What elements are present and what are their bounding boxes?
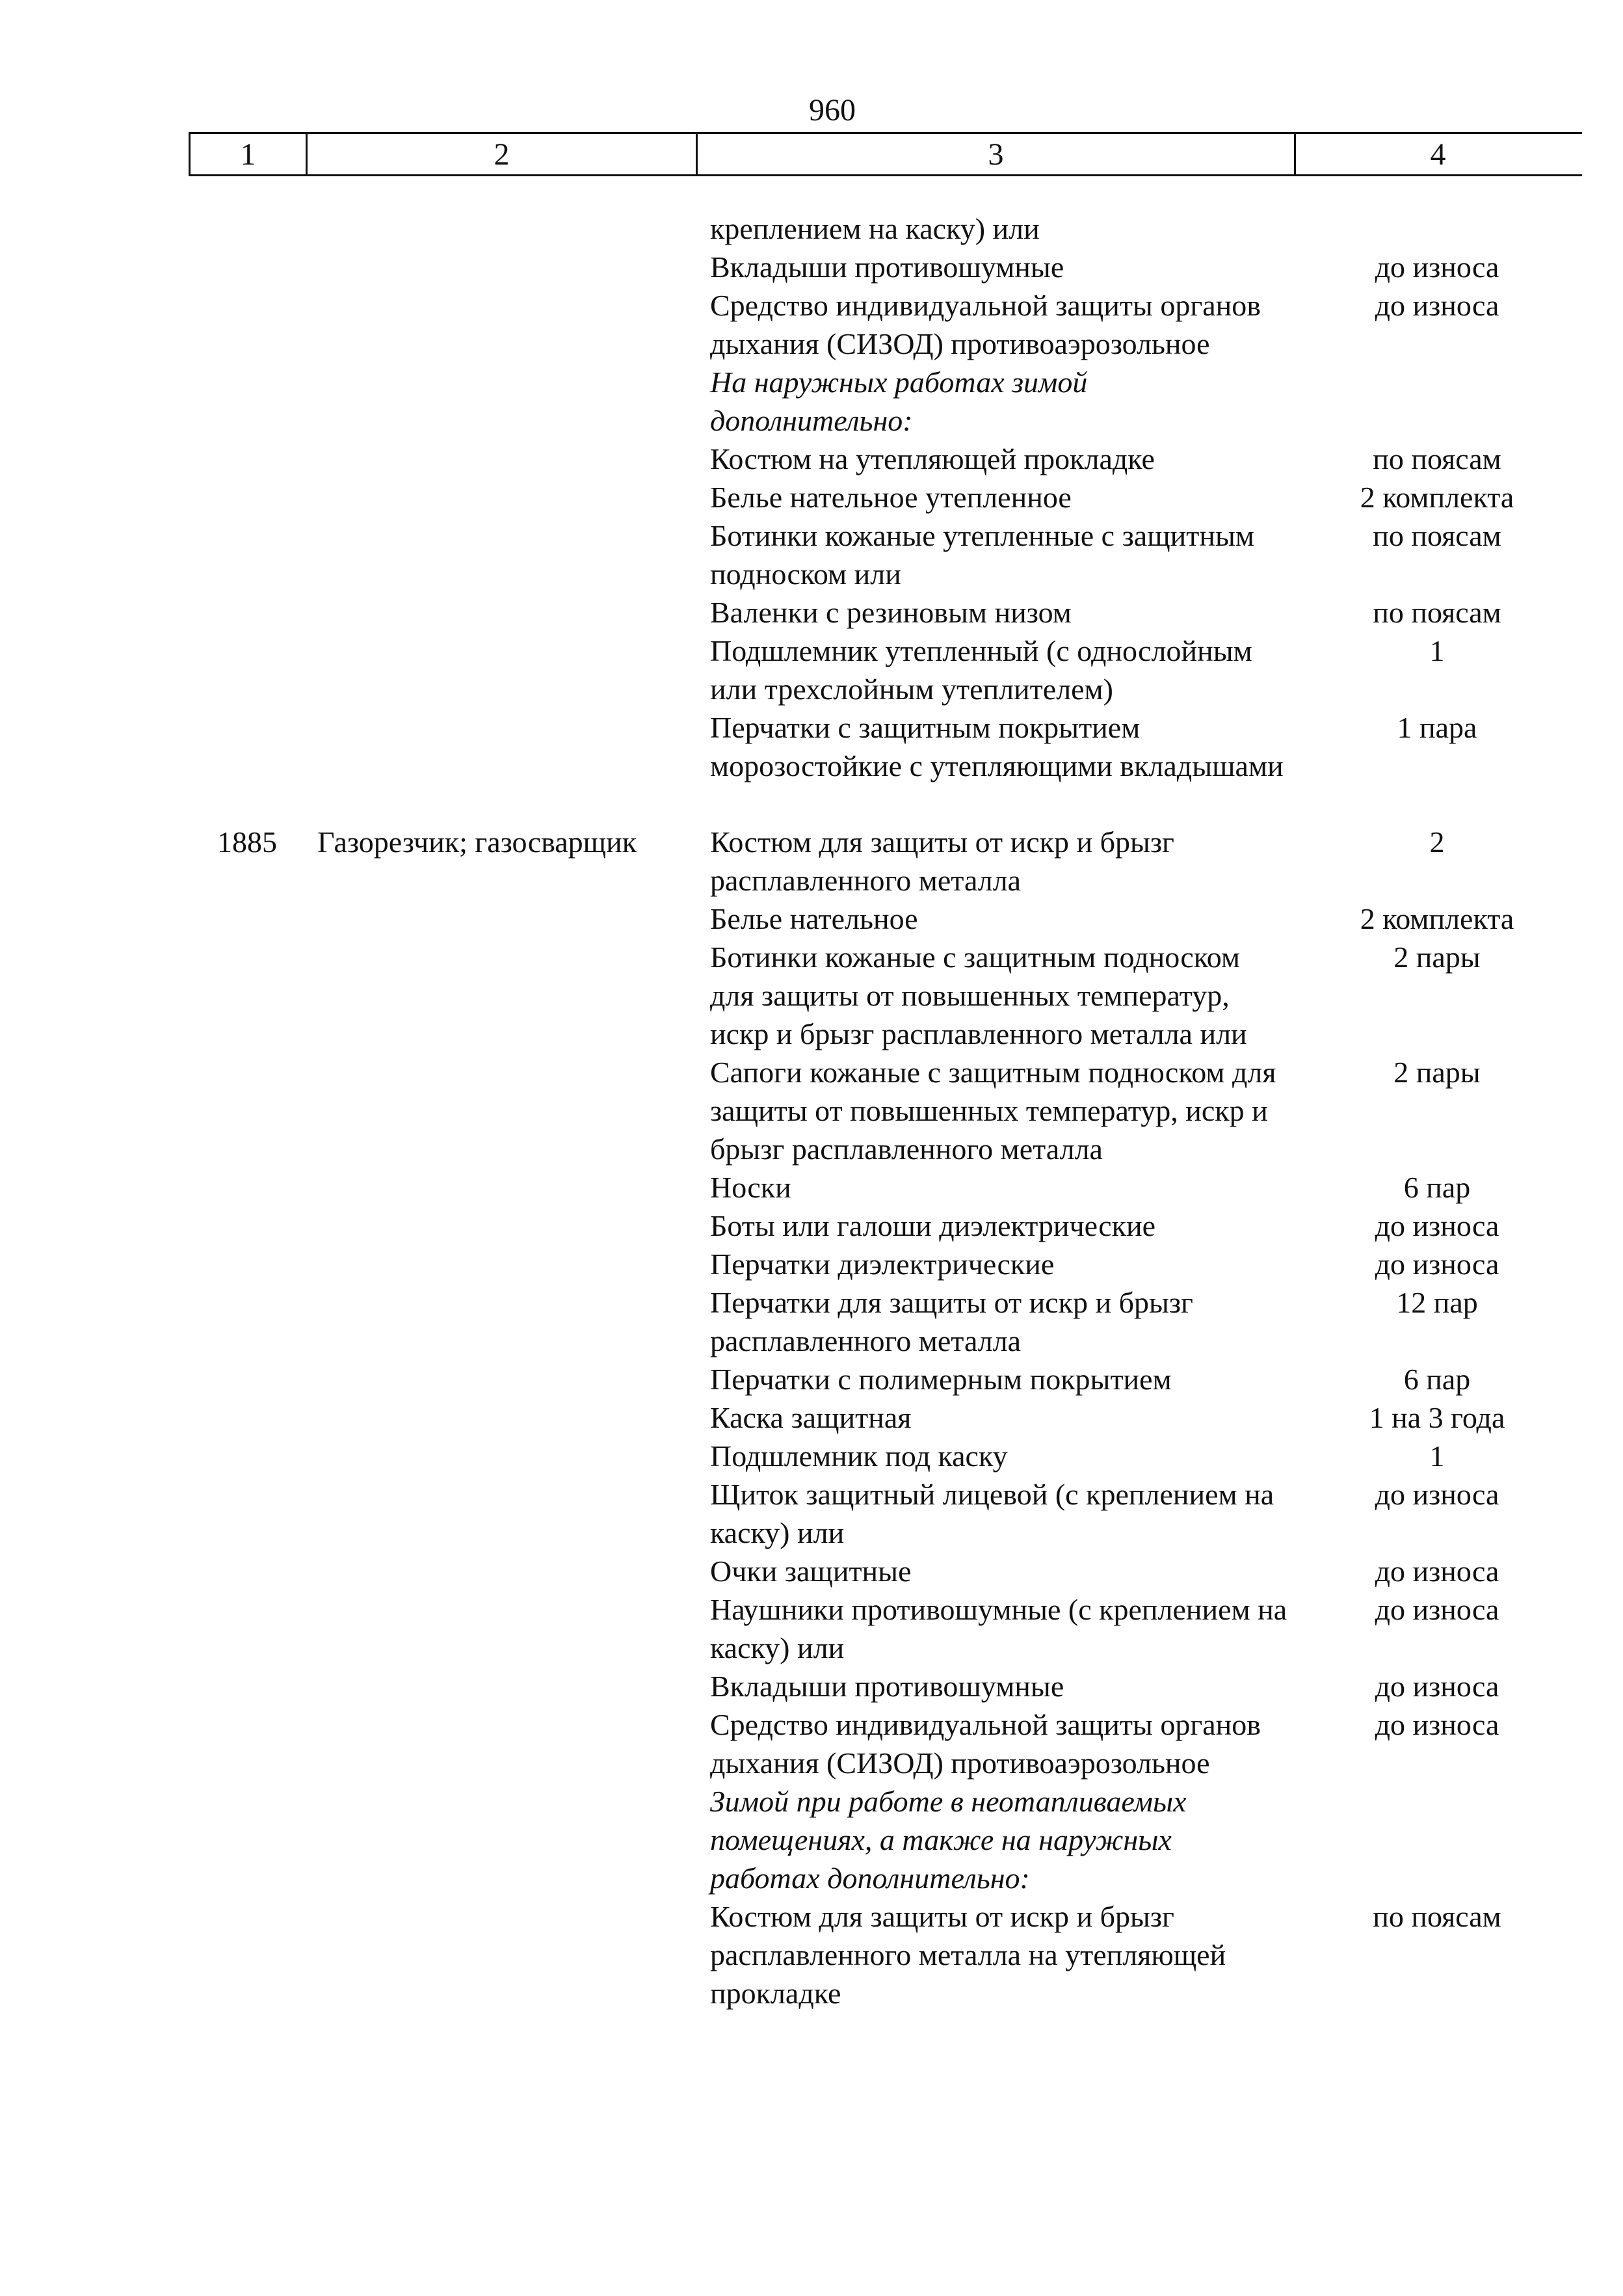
profession-cell: Газорезчик; газосварщик xyxy=(317,825,637,859)
section-note: На наружных работах зимой дополнительно: xyxy=(710,366,1088,437)
profession-cell xyxy=(306,286,696,363)
table-row xyxy=(189,632,1580,708)
profession-cell xyxy=(306,1475,696,1552)
table-row xyxy=(189,708,1580,785)
column-header-2: 2 xyxy=(308,134,698,174)
equipment-item: Носки xyxy=(710,1171,791,1204)
quantity-cell: по поясам xyxy=(1373,442,1501,475)
quantity-cell: 1 xyxy=(1429,1439,1445,1473)
column-header-row xyxy=(189,132,1582,176)
row-number xyxy=(189,1283,306,1360)
row-number xyxy=(189,1590,306,1667)
equipment-item: креплением на каску) или xyxy=(710,212,1040,245)
row-number xyxy=(189,1705,306,1782)
quantity-cell: до износа xyxy=(1375,1209,1499,1242)
equipment-item: Подшлемник утепленный (с однослойным или трехслойным утеплителем) xyxy=(710,634,1252,706)
profession-cell xyxy=(306,363,696,440)
equipment-item: Перчатки для защиты от искр и брызг расплавленного металла xyxy=(710,1286,1193,1357)
table-row xyxy=(189,823,1580,900)
quantity-cell xyxy=(1294,1782,1580,1897)
table-body xyxy=(189,209,1580,2012)
row-number xyxy=(189,1360,306,1398)
table-row xyxy=(189,286,1580,363)
row-number xyxy=(189,1475,306,1552)
row-number xyxy=(189,708,306,785)
equipment-item: Боты или галоши диэлектрические xyxy=(710,1209,1156,1242)
profession-cell xyxy=(306,708,696,785)
profession-cell xyxy=(306,1207,696,1245)
row-number xyxy=(189,363,306,440)
quantity-cell: по поясам xyxy=(1373,596,1501,629)
page-number: 960 xyxy=(809,93,856,127)
profession-cell xyxy=(306,900,696,938)
equipment-item: Перчатки с полимерным покрытием xyxy=(710,1363,1172,1396)
equipment-item: Сапоги кожаные с защитным подноском для защиты от повышенных температур, искр и брызг расплавленного металла xyxy=(710,1056,1276,1166)
quantity-cell: 1 пара xyxy=(1397,711,1477,744)
table-row xyxy=(189,1667,1580,1705)
table-row xyxy=(189,1168,1580,1207)
equipment-item: Костюм для защиты от искр и брызг расплавленного металла xyxy=(710,825,1174,897)
table-row xyxy=(189,478,1580,516)
row-number xyxy=(189,632,306,708)
equipment-item: Средство индивидуальной защиты органов дыхания (СИЗОД) противоаэрозольное xyxy=(710,289,1261,360)
row-number xyxy=(189,1437,306,1475)
profession-cell xyxy=(306,1360,696,1398)
quantity-cell xyxy=(1294,363,1580,440)
equipment-item: Костюм на утепляющей прокладке xyxy=(710,442,1155,475)
equipment-item: Белье нательное утепленное xyxy=(710,481,1072,514)
equipment-item: Средство индивидуальной защиты органов дыхания (СИЗОД) противоаэрозольное xyxy=(710,1708,1261,1780)
quantity-cell: до износа xyxy=(1375,1478,1499,1511)
equipment-item: Белье нательное xyxy=(710,902,918,935)
table-row xyxy=(189,900,1580,938)
profession-cell xyxy=(306,1705,696,1782)
quantity-cell xyxy=(1294,209,1580,248)
quantity-cell: 2 пары xyxy=(1393,941,1481,974)
column-header-3: 3 xyxy=(698,134,1296,174)
table-row xyxy=(189,1245,1580,1283)
table-row xyxy=(189,1398,1580,1437)
row-number xyxy=(189,440,306,478)
quantity-cell: до износа xyxy=(1375,1670,1499,1703)
quantity-cell: 2 комплекта xyxy=(1360,902,1514,935)
table-row xyxy=(189,440,1580,478)
table-row xyxy=(189,938,1580,1053)
row-number xyxy=(189,1667,306,1705)
equipment-item: Валенки с резиновым низом xyxy=(710,596,1072,629)
quantity-cell: до износа xyxy=(1375,1708,1499,1741)
table-row xyxy=(189,1782,1580,1897)
row-number xyxy=(189,593,306,632)
table-group xyxy=(189,209,1580,785)
equipment-item: Перчатки диэлектрические xyxy=(710,1248,1055,1281)
table-row xyxy=(189,1207,1580,1245)
table-row xyxy=(189,593,1580,632)
equipment-item: Щиток защитный лицевой (с креплением на каску) или xyxy=(710,1478,1274,1549)
table-row xyxy=(189,516,1580,593)
profession-cell xyxy=(306,632,696,708)
equipment-item: Подшлемник под каску xyxy=(710,1439,1008,1473)
row-number xyxy=(189,900,306,938)
profession-cell xyxy=(306,209,696,248)
equipment-item: Очки защитные xyxy=(710,1555,912,1588)
profession-cell xyxy=(306,1590,696,1667)
row-number xyxy=(189,1552,306,1590)
equipment-item: Перчатки с защитным покрытием морозостойкие с утепляющими вкладышами xyxy=(710,711,1284,782)
table-row xyxy=(189,1283,1580,1360)
row-number xyxy=(189,209,306,248)
section-note: Зимой при работе в неотапливаемых помещениях, а также на наружных работах дополнительно: xyxy=(710,1785,1187,1895)
row-number xyxy=(189,1053,306,1168)
table-row xyxy=(189,1475,1580,1552)
profession-cell xyxy=(306,1245,696,1283)
table-row xyxy=(189,1053,1580,1168)
quantity-cell: 1 на 3 года xyxy=(1369,1401,1505,1434)
table-row xyxy=(189,1590,1580,1667)
profession-cell xyxy=(306,478,696,516)
row-number xyxy=(189,1245,306,1283)
row-number xyxy=(189,1207,306,1245)
column-header-1: 1 xyxy=(191,134,308,174)
quantity-cell: 12 пар xyxy=(1396,1286,1478,1319)
row-number xyxy=(189,248,306,286)
quantity-cell: 6 пар xyxy=(1403,1363,1471,1396)
row-number xyxy=(189,478,306,516)
quantity-cell: 1 xyxy=(1429,634,1445,667)
quantity-cell: 2 xyxy=(1429,825,1445,859)
row-number: 1885 xyxy=(217,825,277,859)
table-row xyxy=(189,209,1580,248)
table-row xyxy=(189,248,1580,286)
profession-cell xyxy=(306,1552,696,1590)
quantity-cell: по поясам xyxy=(1373,1900,1501,1933)
row-number xyxy=(189,1782,306,1897)
profession-cell xyxy=(306,440,696,478)
quantity-cell: 2 комплекта xyxy=(1360,481,1514,514)
quantity-cell: по поясам xyxy=(1373,519,1501,552)
profession-cell xyxy=(306,593,696,632)
table-row xyxy=(189,1705,1580,1782)
equipment-item: Наушники противошумные (с креплением на каску) или xyxy=(710,1593,1287,1664)
row-number xyxy=(189,286,306,363)
table-row xyxy=(189,1552,1580,1590)
quantity-cell: до износа xyxy=(1375,1555,1499,1588)
table-row xyxy=(189,363,1580,440)
table-row xyxy=(189,1897,1580,2012)
equipment-item: Каска защитная xyxy=(710,1401,912,1434)
table-group xyxy=(189,823,1580,2012)
quantity-cell: до износа xyxy=(1375,289,1499,322)
row-number xyxy=(189,516,306,593)
profession-cell xyxy=(306,938,696,1053)
row-number xyxy=(189,1398,306,1437)
profession-cell xyxy=(306,1283,696,1360)
equipment-item: Ботинки кожаные с защитным подноском для защиты от повышенных температур, искр и брызг расплавленного металла или xyxy=(710,941,1247,1050)
quantity-cell: до износа xyxy=(1375,1248,1499,1281)
row-number xyxy=(189,1897,306,2012)
profession-cell xyxy=(306,1398,696,1437)
equipment-item: Ботинки кожаные утепленные с защитным подноском или xyxy=(710,519,1254,591)
profession-cell xyxy=(306,1897,696,2012)
quantity-cell: до износа xyxy=(1375,1593,1499,1626)
equipment-item: Вкладыши противошумные xyxy=(710,250,1064,284)
profession-cell xyxy=(306,248,696,286)
profession-cell xyxy=(306,1053,696,1168)
profession-cell xyxy=(306,1667,696,1705)
table-row xyxy=(189,1437,1580,1475)
column-header-4: 4 xyxy=(1430,137,1446,172)
equipment-item: Костюм для защиты от искр и брызг расплавленного металла на утепляющей прокладке xyxy=(710,1900,1226,2010)
profession-cell xyxy=(306,516,696,593)
quantity-cell: 6 пар xyxy=(1403,1171,1471,1204)
profession-cell xyxy=(306,1437,696,1475)
row-number xyxy=(189,938,306,1053)
equipment-item: Вкладыши противошумные xyxy=(710,1670,1064,1703)
profession-cell xyxy=(306,1168,696,1207)
quantity-cell: 2 пары xyxy=(1393,1056,1481,1089)
table-row xyxy=(189,1360,1580,1398)
profession-cell xyxy=(306,1782,696,1897)
quantity-cell: до износа xyxy=(1375,250,1499,284)
row-number xyxy=(189,1168,306,1207)
